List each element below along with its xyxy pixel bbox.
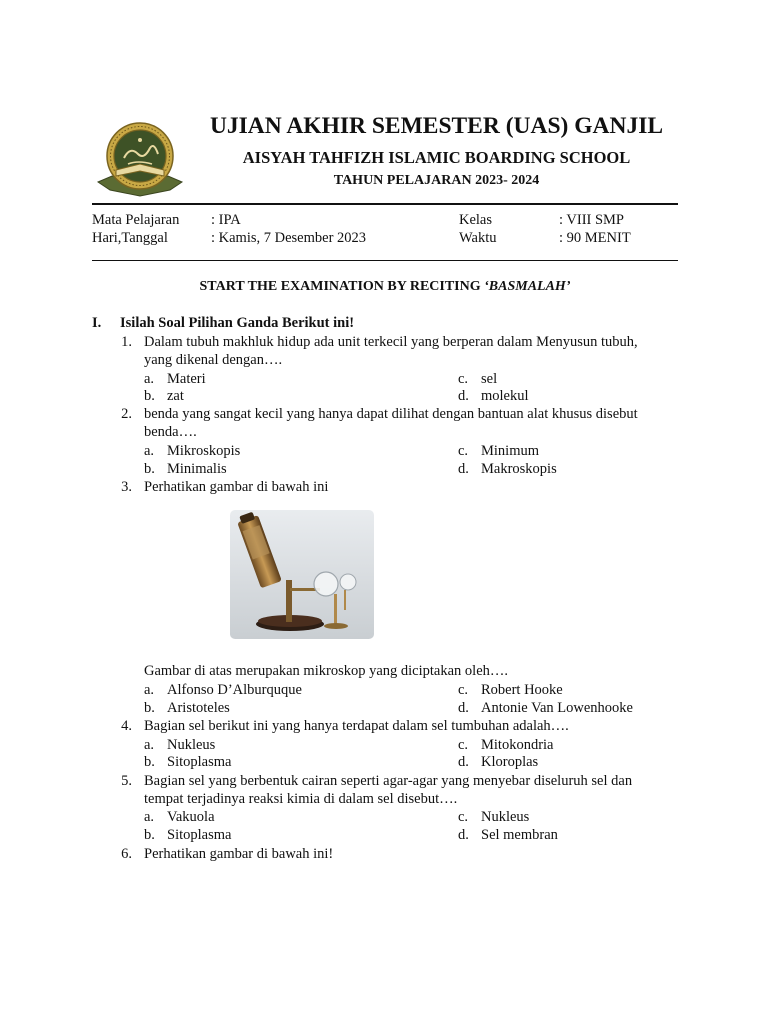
school-name: AISYAH TAHFIZH ISLAMIC BOARDING SCHOOL bbox=[242, 148, 631, 167]
question-text: benda…. bbox=[144, 424, 197, 440]
option-letter: a. bbox=[144, 737, 155, 753]
option-letter: a. bbox=[144, 443, 155, 459]
option-text: Antonie Van Lowenhooke bbox=[481, 700, 633, 716]
option-text: Vakuola bbox=[167, 809, 215, 825]
option-text: Minimalis bbox=[167, 461, 227, 477]
option-letter: c. bbox=[458, 737, 469, 753]
time-value: : 90 MENIT bbox=[559, 230, 631, 246]
option-letter: d. bbox=[458, 827, 469, 843]
time-label: Waktu bbox=[459, 230, 497, 246]
option-letter: a. bbox=[144, 809, 155, 825]
option-text: Alfonso D’Alburquque bbox=[167, 682, 302, 698]
question-text: tempat terjadinya reaksi kimia di dalam sel disebut…. bbox=[144, 791, 458, 807]
question-text: Bagian sel yang berbentuk cairan seperti agar-agar yang menyebar diseluruh sel dan bbox=[144, 773, 633, 789]
question-number: 3. bbox=[121, 479, 132, 495]
question-number: 2. bbox=[121, 406, 132, 422]
academic-year: TAHUN PELAJARAN 2023- 2024 bbox=[333, 173, 540, 188]
option-text: Sitoplasma bbox=[167, 827, 232, 843]
question-number: 4. bbox=[121, 718, 132, 734]
option-letter: c. bbox=[458, 443, 469, 459]
question-text: Perhatikan gambar di bawah ini! bbox=[144, 846, 334, 862]
option-text: Sitoplasma bbox=[167, 754, 232, 770]
option-letter: d. bbox=[458, 388, 469, 404]
option-letter: a. bbox=[144, 371, 155, 387]
option-letter: d. bbox=[458, 754, 469, 770]
subject-value: : IPA bbox=[211, 212, 241, 228]
option-text: Nukleus bbox=[167, 737, 216, 753]
option-letter: d. bbox=[458, 700, 469, 716]
class-value: : VIII SMP bbox=[559, 212, 624, 228]
option-text: zat bbox=[167, 388, 184, 404]
section-number: I. bbox=[92, 315, 102, 331]
option-text: Minimum bbox=[481, 443, 540, 459]
option-letter: c. bbox=[458, 371, 469, 387]
header-divider bbox=[92, 203, 678, 205]
option-letter: b. bbox=[144, 700, 155, 716]
question-text: Perhatikan gambar di bawah ini bbox=[144, 479, 329, 495]
option-text: Robert Hooke bbox=[481, 682, 563, 698]
option-text: Mitokondria bbox=[481, 737, 554, 753]
option-text: Kloroplas bbox=[481, 754, 539, 770]
option-letter: a. bbox=[144, 682, 155, 698]
instruction-text: START THE EXAMINATION BY RECITING bbox=[199, 279, 485, 294]
question-number: 6. bbox=[121, 846, 132, 862]
date-value: : Kamis, 7 Desember 2023 bbox=[211, 230, 367, 246]
question-number: 5. bbox=[121, 773, 132, 789]
question-text: Gambar di atas merupakan mikroskop yang diciptakan oleh…. bbox=[144, 663, 509, 679]
class-label: Kelas bbox=[459, 212, 493, 228]
option-text: Materi bbox=[167, 371, 206, 387]
option-text: sel bbox=[481, 371, 498, 387]
option-text: molekul bbox=[481, 388, 529, 404]
option-letter: c. bbox=[458, 809, 469, 825]
option-letter: b. bbox=[144, 388, 155, 404]
option-letter: b. bbox=[144, 461, 155, 477]
option-letter: b. bbox=[144, 754, 155, 770]
option-letter: b. bbox=[144, 827, 155, 843]
option-text: Sel membran bbox=[481, 827, 558, 843]
instruction-emphasis: ‘BASMALAH’ bbox=[484, 279, 571, 294]
section-title: Isilah Soal Pilihan Ganda Berikut ini! bbox=[120, 315, 355, 331]
option-letter: c. bbox=[458, 682, 469, 698]
option-text: Aristoteles bbox=[167, 700, 230, 716]
info-divider bbox=[92, 260, 678, 261]
question-text: yang dikenal dengan…. bbox=[144, 352, 283, 368]
question-number: 1. bbox=[121, 334, 132, 350]
microscope-image bbox=[230, 510, 374, 639]
option-text: Mikroskopis bbox=[167, 443, 241, 459]
exam-instruction bbox=[92, 279, 678, 295]
question-text: Dalam tubuh makhluk hidup ada unit terkecil yang berperan dalam Menyusun tubuh, bbox=[144, 334, 638, 350]
question-text: Bagian sel berikut ini yang hanya terdapat dalam sel tumbuhan adalah…. bbox=[144, 718, 569, 734]
option-text: Makroskopis bbox=[481, 461, 557, 477]
option-text: Nukleus bbox=[481, 809, 530, 825]
date-label: Hari,Tanggal bbox=[92, 230, 168, 246]
subject-label: Mata Pelajaran bbox=[92, 212, 180, 228]
exam-title: UJIAN AKHIR SEMESTER (UAS) GANJIL bbox=[209, 113, 664, 139]
question-text: benda yang sangat kecil yang hanya dapat dilihat dengan bantuan alat khusus disebut bbox=[144, 406, 638, 422]
option-letter: d. bbox=[458, 461, 469, 477]
school-logo bbox=[94, 120, 186, 202]
